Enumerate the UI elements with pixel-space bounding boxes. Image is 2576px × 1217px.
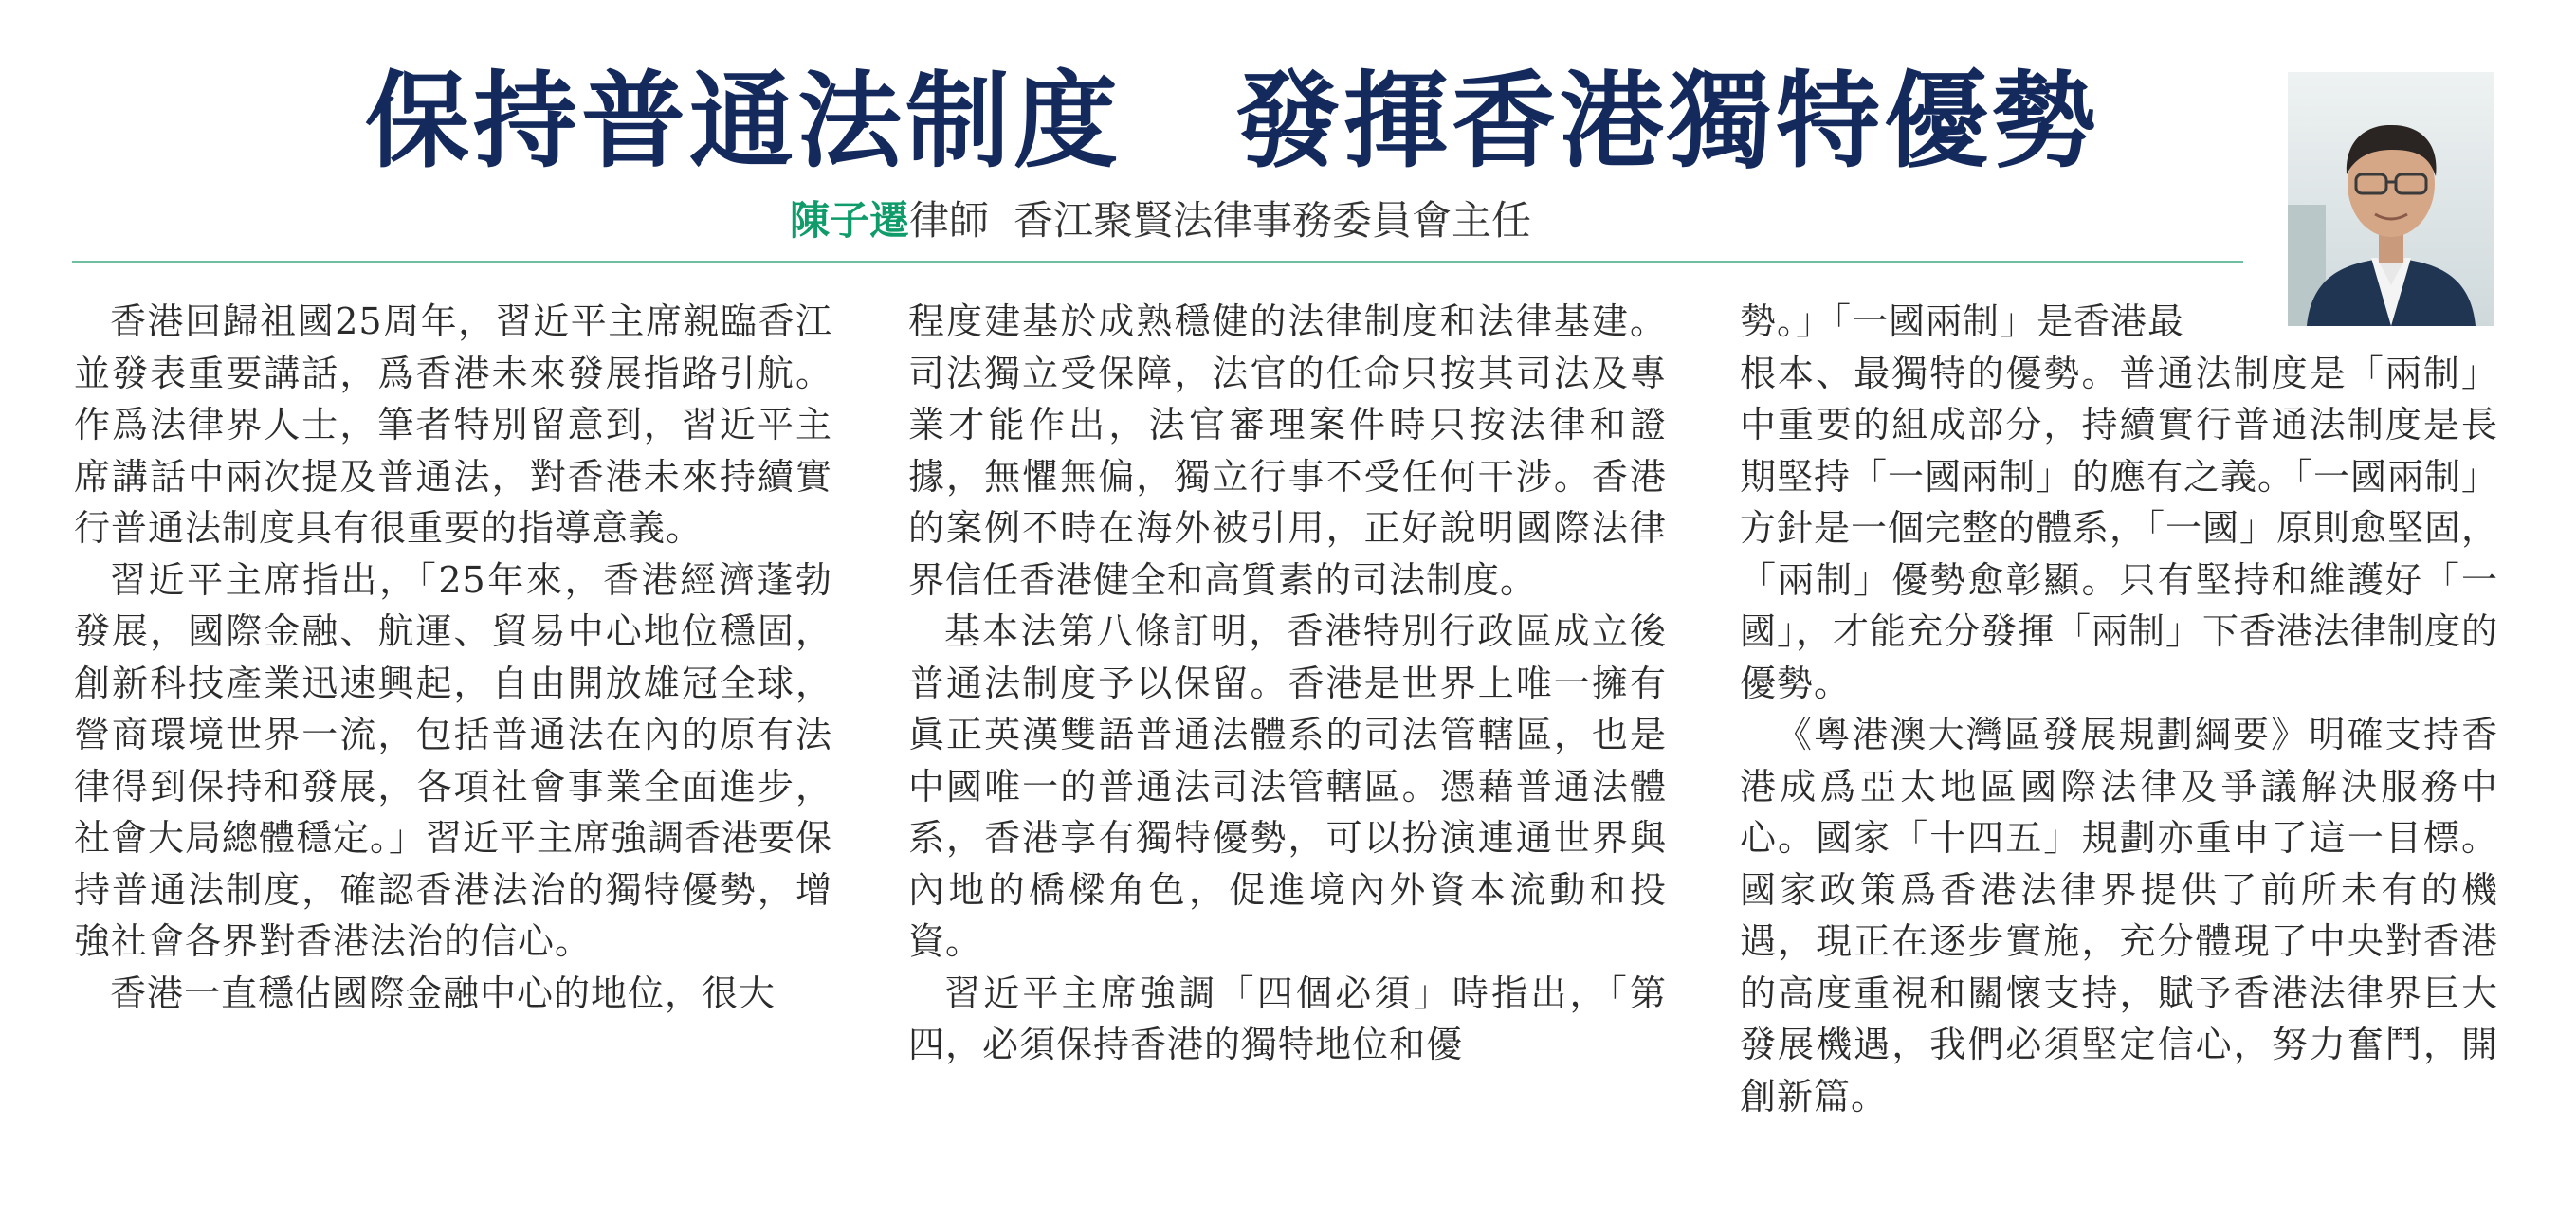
paragraph: 基本法第八條訂明，香港特別行政區成立後普通法制度予以保留。香港是世界上唯一擁有眞正英漢雙語普通法體系的司法管轄區，也是中國唯一的普通法司法管轄區。憑藉普通法體系，香港享有獨特優勢，可以扮演連通世界與內地的橋樑角色，促進境內外資本流動和投資。 xyxy=(908,610,1667,962)
paragraph: 習近平主席指出，「25年來，香港經濟蓬勃發展，國際金融、航運、貿易中心地位穩固，創新科技產業迅速興起，自由開放雄冠全球，營商環境世界一流，包括普通法在內的原有法律得到保持和發展，各項社會事業全面進步，社會大局總體穩定。」習近平主席強調香港要保持普通法制度，確認香港法治的獨特優勢，增強社會各界對香港法治的信心。 xyxy=(74,558,833,962)
paragraph: 勢。」「一國兩制」是香港最 xyxy=(1740,300,2185,342)
headline xyxy=(365,55,2100,188)
author-title: 律師 xyxy=(909,197,990,244)
paragraph: 《粵港澳大灣區發展規劃綱要》明確支持香港成爲亞太地區國際法律及爭議解決服務中心。國家「十四五」規劃亦重申了這一目標。國家政策爲香港法律界提供了前所未有的機遇，現正在逐步實施，充分體現了中央對香港的高度重視和關懷支持，賦予香港法律界巨大發展機遇，我們必須堅定信心，努力奮鬥，開創新篇。 xyxy=(1740,714,2498,1117)
article-column-2 xyxy=(908,296,1667,1071)
byline xyxy=(790,194,1531,247)
author-photo xyxy=(2288,72,2494,326)
author-name: 陳子遷 xyxy=(790,197,910,244)
headline-part-1: 保持普通法制度 xyxy=(365,61,1122,182)
article-column-1 xyxy=(74,296,832,1019)
paragraph: 根本、最獨特的優勢。普通法制度是「兩制」中重要的組成部分，持續實行普通法制度是長期堅持「一國兩制」的應有之義。「一國兩制」方針是一個完整的體系，「一國」原則愈堅固，「兩制」優勢愈彰顯。只有堅持和維護好「一國」，才能充分發揮「兩制」下香港法律制度的優勢。 xyxy=(1740,352,2499,704)
header-divider xyxy=(72,261,2243,263)
author-position: 香江聚賢法律事務委員會主任 xyxy=(1014,197,1532,244)
paragraph: 香港一直穩佔國際金融中心的地位，很大 xyxy=(110,972,776,1014)
paragraph: 程度建基於成熟穩健的法律制度和法律基建。司法獨立受保障，法官的任命只按其司法及專業才能作出，法官審理案件時只按法律和證據，無懼無偏，獨立行事不受任何干涉。香港的案例不時在海外被引用，正好說明國際法律界信任香港健全和高質素的司法制度。 xyxy=(908,300,1667,601)
paragraph: 香港回歸祖國25周年，習近平主席親臨香江並發表重要講話，爲香港未來發展指路引航。作爲法律界人士，筆者特別留意到，習近平主席講話中兩次提及普通法，對香港未來持續實行普通法制度具有很重要的指導意義。 xyxy=(74,300,832,549)
headline-part-2: 發揮香港獨特優勢 xyxy=(1235,61,2100,182)
paragraph: 習近平主席強調「四個必須」時指出，「第四，必須保持香港的獨特地位和優 xyxy=(908,972,1667,1065)
article-column-3 xyxy=(1740,296,2498,1122)
